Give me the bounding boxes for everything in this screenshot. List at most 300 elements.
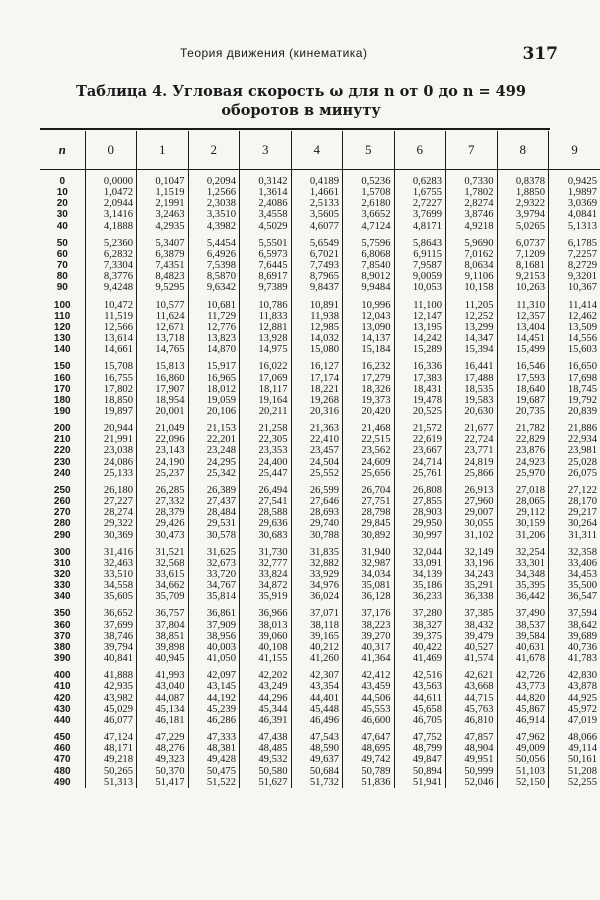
table-cell: 1,6755	[394, 187, 446, 198]
table-cell: 46,391	[240, 715, 292, 726]
table-cell: 27,332	[137, 496, 189, 507]
row-label-n: 430	[53, 703, 71, 715]
column-header-8: 8	[497, 131, 549, 170]
table-cell: 23,562	[343, 445, 395, 456]
table-cell: 42,726	[497, 670, 549, 681]
table-cell: 51,417	[137, 777, 189, 788]
table-cell: 27,227	[85, 496, 137, 507]
table-cell: 45,029	[85, 704, 137, 715]
table-cell: 25,133	[85, 468, 137, 479]
row-label-n: 170	[53, 383, 71, 395]
table-row	[40, 322, 600, 333]
table-cell: 46,496	[291, 715, 343, 726]
table-cell: 1,0472	[85, 187, 137, 198]
table-row	[40, 445, 600, 456]
table-cell: 14,032	[291, 333, 343, 344]
table-cell: 52,150	[497, 777, 549, 788]
table-cell: 25,552	[291, 468, 343, 479]
table-cell: 8,3776	[85, 271, 137, 282]
table-row	[40, 344, 600, 355]
row-label-n: 300	[53, 546, 71, 558]
table-row	[40, 507, 600, 518]
table-cell: 5,7596	[343, 238, 395, 249]
table-cell: 4,5029	[240, 221, 292, 232]
table-cell: 48,590	[291, 743, 343, 754]
table-cell: 10,158	[446, 282, 498, 293]
table-cell: 39,270	[343, 631, 395, 642]
table-cell: 28,693	[291, 507, 343, 518]
table-cell: 48,799	[394, 743, 446, 754]
table-cell: 6,5973	[240, 249, 292, 260]
table-cell: 18,117	[240, 384, 292, 395]
table-cell: 44,192	[188, 693, 240, 704]
table-cell: 29,426	[137, 518, 189, 529]
table-cell: 18,640	[497, 384, 549, 395]
table-cell: 20,106	[188, 406, 240, 417]
table-cell: 5,1313	[549, 221, 600, 232]
table-cell: 44,296	[240, 693, 292, 704]
table-cell: 11,938	[291, 311, 343, 322]
table-row	[40, 766, 600, 777]
row-label-n: 180	[53, 394, 71, 406]
table-row	[40, 209, 600, 220]
table-cell: 12,881	[240, 322, 292, 333]
table-cell: 18,954	[137, 395, 189, 406]
table-cell: 17,279	[343, 373, 395, 384]
table-cell: 33,824	[240, 569, 292, 580]
table-cell: 30,264	[549, 518, 600, 529]
table-cell: 44,401	[291, 693, 343, 704]
table-cell: 39,794	[85, 642, 137, 653]
table-cell: 25,970	[497, 468, 549, 479]
table-cell: 6,0737	[497, 238, 549, 249]
table-cell: 3,3510	[188, 209, 240, 220]
row-label-n: 230	[53, 456, 71, 468]
table-cell: 13,509	[549, 322, 600, 333]
table-row	[40, 743, 600, 754]
table-cell: 24,086	[85, 457, 137, 468]
table-cell: 6,1785	[549, 238, 600, 249]
table-cell: 1,7802	[446, 187, 498, 198]
row-label-n: 400	[53, 670, 71, 682]
table-cell: 30,055	[446, 518, 498, 529]
column-header-n: n	[40, 131, 85, 170]
table-cell: 32,673	[188, 558, 240, 569]
row-label-n: 90	[56, 282, 68, 294]
table-cell: 4,8171	[394, 221, 446, 232]
table-cell: 11,833	[240, 311, 292, 322]
table-row	[40, 608, 600, 619]
table-cell: 47,438	[240, 732, 292, 743]
table-cell: 18,326	[343, 384, 395, 395]
table-cell: 35,814	[188, 591, 240, 602]
table-cell: 50,370	[137, 766, 189, 777]
table-cell: 7,7493	[291, 260, 343, 271]
table-cell: 38,118	[291, 620, 343, 631]
table-cell: 41,574	[446, 653, 498, 664]
table-cell: 37,594	[549, 608, 600, 619]
table-cell: 31,416	[85, 547, 137, 558]
table-cell: 19,164	[240, 395, 292, 406]
table-cell: 34,872	[240, 580, 292, 591]
table-cell: 47,962	[497, 732, 549, 743]
table-cell: 9,9484	[343, 282, 395, 293]
table-cell: 31,521	[137, 547, 189, 558]
table-row	[40, 620, 600, 631]
table-row	[40, 569, 600, 580]
table-cell: 51,627	[240, 777, 292, 788]
table-cell: 38,746	[85, 631, 137, 642]
column-header-3: 3	[240, 131, 292, 170]
table-cell: 27,751	[343, 496, 395, 507]
table-cell: 28,170	[549, 496, 600, 507]
table-cell: 8,0634	[446, 260, 498, 271]
table-cell: 4,9218	[446, 221, 498, 232]
table-row	[40, 754, 600, 765]
table-cell: 1,9897	[549, 187, 600, 198]
table-cell: 15,289	[394, 344, 446, 355]
table-cell: 49,218	[85, 754, 137, 765]
table-cell: 23,771	[446, 445, 498, 456]
table-cell: 9,8437	[291, 282, 343, 293]
table-cell: 22,829	[497, 434, 549, 445]
table-cell: 20,211	[240, 406, 292, 417]
table-cell: 34,767	[188, 580, 240, 591]
row-label-n: 420	[53, 692, 71, 704]
table-cell: 12,776	[188, 322, 240, 333]
table-cell: 5,4454	[188, 238, 240, 249]
table-cell: 40,631	[497, 642, 549, 653]
table-cell: 13,299	[446, 322, 498, 333]
table-cell: 9,4248	[85, 282, 137, 293]
row-label-n: 490	[53, 776, 71, 788]
table-cell: 6,7021	[291, 249, 343, 260]
table-cell: 34,662	[137, 580, 189, 591]
table-cell: 15,080	[291, 344, 343, 355]
table-cell: 21,886	[549, 423, 600, 434]
table-cell: 45,972	[549, 704, 600, 715]
row-label-n: 0	[59, 176, 66, 187]
table-row	[40, 468, 600, 479]
table-cell: 45,239	[188, 704, 240, 715]
table-row	[40, 434, 600, 445]
table-cell: 51,836	[343, 777, 395, 788]
table-cell: 8,9012	[343, 271, 395, 282]
table-cell: 8,4823	[137, 271, 189, 282]
table-cell: 18,535	[446, 384, 498, 395]
table-cell: 48,066	[549, 732, 600, 743]
table-cell: 26,285	[137, 485, 189, 496]
table-cell: 32,777	[240, 558, 292, 569]
table-cell: 30,788	[291, 530, 343, 541]
table-cell: 29,007	[446, 507, 498, 518]
table-row	[40, 221, 600, 232]
table-cell: 23,667	[394, 445, 446, 456]
table-cell: 47,019	[549, 715, 600, 726]
table-cell: 36,442	[497, 591, 549, 602]
table-cell: 27,018	[497, 485, 549, 496]
table-cell: 10,367	[549, 282, 600, 293]
table-cell: 39,898	[137, 642, 189, 653]
table-cell: 40,317	[343, 642, 395, 653]
table-cell: 13,614	[85, 333, 137, 344]
angular-velocity-table	[40, 131, 600, 788]
table-cell: 48,485	[240, 743, 292, 754]
table-cell: 11,100	[394, 300, 446, 311]
row-label-n: 260	[53, 496, 71, 508]
row-label-n: 210	[53, 434, 71, 446]
table-cell: 6,8068	[343, 249, 395, 260]
table-cell: 12,357	[497, 311, 549, 322]
table-cell: 0,2094	[188, 176, 240, 187]
table-cell: 28,588	[240, 507, 292, 518]
row-label-n: 290	[53, 529, 71, 541]
table-row	[40, 681, 600, 692]
table-cell: 12,043	[343, 311, 395, 322]
table-cell: 46,181	[137, 715, 189, 726]
table-row	[40, 361, 600, 372]
table-cell: 24,190	[137, 457, 189, 468]
table-cell: 17,174	[291, 373, 343, 384]
table-cell: 14,975	[240, 344, 292, 355]
table-cell: 13,195	[394, 322, 446, 333]
table-cell: 0,6283	[394, 176, 446, 187]
table-cell: 51,103	[497, 766, 549, 777]
table-cell: 28,903	[394, 507, 446, 518]
table-cell: 10,472	[85, 300, 137, 311]
table-cell: 19,687	[497, 395, 549, 406]
row-label-n: 470	[53, 754, 71, 766]
table-cell: 30,369	[85, 530, 137, 541]
table-cell: 26,494	[240, 485, 292, 496]
column-header-0: 0	[85, 131, 137, 170]
row-label-n: 330	[53, 580, 71, 592]
row-label-n: 130	[53, 333, 71, 345]
table-cell: 43,773	[497, 681, 549, 692]
table-row	[40, 271, 600, 282]
row-label-n: 80	[56, 271, 68, 283]
table-cell: 15,499	[497, 344, 549, 355]
table-cell: 32,987	[343, 558, 395, 569]
table-row	[40, 732, 600, 743]
table-cell: 37,909	[188, 620, 240, 631]
table-cell: 50,265	[85, 766, 137, 777]
table-cell: 44,506	[343, 693, 395, 704]
table-top-rule	[40, 128, 550, 130]
table-cell: 26,075	[549, 468, 600, 479]
table-cell: 41,050	[188, 653, 240, 664]
table-cell: 50,056	[497, 754, 549, 765]
table-cell: 23,353	[240, 445, 292, 456]
table-cell: 44,611	[394, 693, 446, 704]
table-cell: 15,603	[549, 344, 600, 355]
table-cell: 47,857	[446, 732, 498, 743]
table-cell: 19,059	[188, 395, 240, 406]
table-cell: 29,217	[549, 507, 600, 518]
table-cell: 29,112	[497, 507, 549, 518]
table-cell: 33,510	[85, 569, 137, 580]
table-row	[40, 249, 600, 260]
table-cell: 0,3142	[240, 176, 292, 187]
table-cell: 7,9587	[394, 260, 446, 271]
column-header-4: 4	[291, 131, 343, 170]
table-cell: 38,013	[240, 620, 292, 631]
table-cell: 15,394	[446, 344, 498, 355]
table-cell: 19,268	[291, 395, 343, 406]
table-cell: 16,336	[394, 361, 446, 372]
table-cell: 29,636	[240, 518, 292, 529]
table-cell: 14,556	[549, 333, 600, 344]
row-label-n: 340	[53, 591, 71, 603]
table-cell: 33,301	[497, 558, 549, 569]
table-cell: 21,153	[188, 423, 240, 434]
table-cell: 25,342	[188, 468, 240, 479]
table-cell: 41,364	[343, 653, 395, 664]
table-cell: 10,681	[188, 300, 240, 311]
table-title-line-1: Таблица 4. Угловая скорость ω для n от 0 до n = 499	[76, 83, 526, 100]
table-cell: 51,208	[549, 766, 600, 777]
row-label-n: 310	[53, 557, 71, 569]
table-cell: 19,478	[394, 395, 446, 406]
table-cell: 2,9322	[497, 198, 549, 209]
table-cell: 23,457	[291, 445, 343, 456]
table-cell: 37,071	[291, 608, 343, 619]
table-cell: 32,044	[394, 547, 446, 558]
table-cell: 18,850	[85, 395, 137, 406]
table-cell: 25,866	[446, 468, 498, 479]
table-cell: 49,114	[549, 743, 600, 754]
page-number: 317	[522, 44, 558, 64]
table-cell: 14,661	[85, 344, 137, 355]
table-cell: 16,022	[240, 361, 292, 372]
table-cell: 7,8540	[343, 260, 395, 271]
table-cell: 3,5605	[291, 209, 343, 220]
table-cell: 36,338	[446, 591, 498, 602]
table-row	[40, 693, 600, 704]
table-cell: 46,705	[394, 715, 446, 726]
table-cell: 49,637	[291, 754, 343, 765]
table-cell: 13,090	[343, 322, 395, 333]
table-cell: 17,698	[549, 373, 600, 384]
table-cell: 16,127	[291, 361, 343, 372]
table-row	[40, 715, 600, 726]
table-cell: 47,229	[137, 732, 189, 743]
table-row	[40, 653, 600, 664]
table-cell: 49,742	[343, 754, 395, 765]
table-cell: 31,311	[549, 530, 600, 541]
table-cell: 38,223	[343, 620, 395, 631]
table-cell: 40,212	[291, 642, 343, 653]
row-label-n: 190	[53, 405, 71, 417]
column-header-6: 6	[394, 131, 446, 170]
table-cell: 17,488	[446, 373, 498, 384]
table-cell: 2,5133	[291, 198, 343, 209]
table-cell: 3,1416	[85, 209, 137, 220]
table-cell: 5,8643	[394, 238, 446, 249]
row-label-n: 380	[53, 641, 71, 653]
table-cell: 52,255	[549, 777, 600, 788]
table-row	[40, 518, 600, 529]
table-cell: 4,6077	[291, 221, 343, 232]
table-row	[40, 423, 600, 434]
table-body	[40, 170, 600, 788]
table-cell: 17,907	[137, 384, 189, 395]
table-cell: 36,757	[137, 608, 189, 619]
row-label-n: 140	[53, 344, 71, 356]
table-cell: 51,313	[85, 777, 137, 788]
table-cell: 34,558	[85, 580, 137, 591]
table-cell: 43,040	[137, 681, 189, 692]
table-cell: 2,1991	[137, 198, 189, 209]
table-cell: 37,176	[343, 608, 395, 619]
table-cell: 20,525	[394, 406, 446, 417]
row-label-n: 440	[53, 714, 71, 726]
table-cell: 26,180	[85, 485, 137, 496]
table-cell: 46,810	[446, 715, 498, 726]
table-cell: 7,1209	[497, 249, 549, 260]
table-cell: 26,913	[446, 485, 498, 496]
table-cell: 23,981	[549, 445, 600, 456]
table-cell: 42,621	[446, 670, 498, 681]
row-label-n: 10	[56, 187, 68, 199]
table-cell: 2,0944	[85, 198, 137, 209]
table-cell: 5,9690	[446, 238, 498, 249]
table-cell: 6,2832	[85, 249, 137, 260]
table-cell: 3,9794	[497, 209, 549, 220]
table-cell: 38,327	[394, 620, 446, 631]
row-label-n: 110	[54, 310, 71, 322]
table-cell: 29,950	[394, 518, 446, 529]
table-cell: 15,184	[343, 344, 395, 355]
table-cell: 22,619	[394, 434, 446, 445]
table-row	[40, 238, 600, 249]
table-cell: 6,3879	[137, 249, 189, 260]
table-row	[40, 457, 600, 468]
table-cell: 2,6180	[343, 198, 395, 209]
table-cell: 15,708	[85, 361, 137, 372]
table-cell: 12,671	[137, 322, 189, 333]
table-cell: 45,763	[446, 704, 498, 715]
table-cell: 2,4086	[240, 198, 292, 209]
table-row	[40, 311, 600, 322]
table-cell: 34,243	[446, 569, 498, 580]
row-label-n: 220	[53, 445, 71, 457]
table-cell: 27,960	[446, 496, 498, 507]
table-cell: 49,847	[394, 754, 446, 765]
table-cell: 24,714	[394, 457, 446, 468]
table-cell: 32,254	[497, 547, 549, 558]
column-header-1: 1	[137, 131, 189, 170]
table-cell: 22,410	[291, 434, 343, 445]
table-cell: 32,463	[85, 558, 137, 569]
row-label-n: 150	[53, 361, 71, 373]
table-cell: 48,695	[343, 743, 395, 754]
table-cell: 33,720	[188, 569, 240, 580]
table-cell: 17,802	[85, 384, 137, 395]
table-cell: 32,568	[137, 558, 189, 569]
table-cell: 48,171	[85, 743, 137, 754]
table-row	[40, 282, 600, 293]
table-cell: 34,453	[549, 569, 600, 580]
table-cell: 21,572	[394, 423, 446, 434]
table-cell: 38,956	[188, 631, 240, 642]
table-cell: 18,012	[188, 384, 240, 395]
table-cell: 40,527	[446, 642, 498, 653]
table-cell: 27,855	[394, 496, 446, 507]
table-cell: 9,5295	[137, 282, 189, 293]
table-cell: 39,689	[549, 631, 600, 642]
table-cell: 41,888	[85, 670, 137, 681]
